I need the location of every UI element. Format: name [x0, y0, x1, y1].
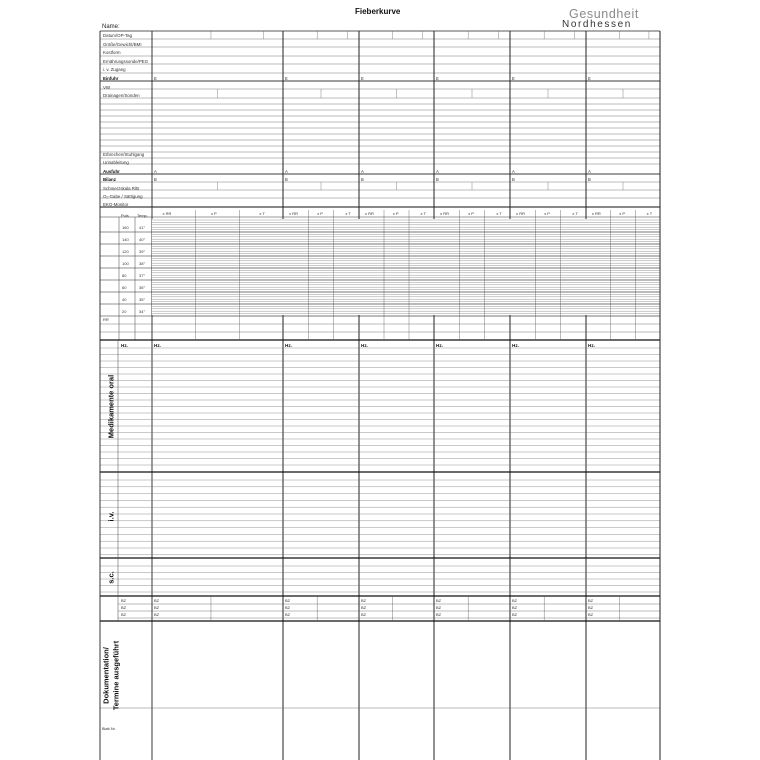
bz-label: BZ	[588, 612, 594, 617]
hz-label: Hz.	[512, 343, 519, 348]
temp-scale-value: 36°	[139, 285, 146, 290]
blatt-nr-label: Blatt-Nr.	[102, 727, 116, 731]
ausfuhr-mark: A	[154, 169, 157, 174]
rr-col-header: x RR	[162, 211, 172, 216]
p-col-header: x P	[210, 211, 217, 216]
bz-label: BZ	[154, 598, 160, 603]
rr-col-header: x RR	[591, 211, 601, 216]
row-label-kostform: Kostform	[103, 50, 121, 55]
ausfuhr-mark: A	[285, 169, 288, 174]
section-sc: s.c.	[106, 571, 116, 584]
t-col-header: x T	[496, 211, 502, 216]
row-label-groesse: Größe/Gewicht/BMI	[103, 42, 142, 47]
bilanz-mark: B	[436, 177, 439, 182]
t-col-header: x T	[646, 211, 653, 216]
einfuhr-mark: E	[361, 76, 364, 81]
rr-col-header: x RR	[516, 211, 525, 216]
hz-label: Hz.	[285, 343, 292, 348]
bilanz-mark: B	[154, 177, 157, 182]
bz-label: BZ	[512, 598, 518, 603]
bz-label: BZ	[361, 598, 367, 603]
row-label-urinableitung: Urinableitung	[103, 160, 129, 165]
bz-label: BZ	[121, 598, 127, 603]
temp-scale-value: 35°	[139, 297, 146, 302]
hz-label: Hz.	[436, 343, 443, 348]
bilanz-mark: B	[588, 177, 591, 182]
bilanz-mark: B	[512, 177, 515, 182]
temp-scale-value: 38°	[139, 261, 146, 266]
rr-label: RR	[103, 317, 109, 322]
brand-logo-line1: Gesundheit	[569, 7, 639, 21]
puls-header: Puls	[121, 213, 129, 218]
row-label-bilanz: Bilanz	[103, 177, 116, 182]
p-col-header: x P	[468, 211, 474, 216]
ausfuhr-mark: A	[512, 169, 515, 174]
hz-label: Hz.	[361, 343, 368, 348]
hz-label: Hz.	[121, 343, 128, 348]
section-doku-line1: Dokumentation/	[101, 647, 111, 704]
row-label-ausfuhr: Ausfuhr	[103, 169, 120, 174]
p-col-header: x P	[544, 211, 550, 216]
hz-label: Hz.	[588, 343, 595, 348]
row-label-erbrechen: Erbrechen/Stuhlgang	[103, 152, 145, 157]
row-label-drainagen: Drainagen/Sonden	[103, 93, 140, 98]
page-title: Fieberkurve	[355, 7, 401, 16]
einfuhr-mark: E	[436, 76, 439, 81]
puls-scale-value: 100	[122, 261, 129, 266]
row-label-o2: O₂-Gabe / Sättigung	[103, 194, 143, 199]
bz-label: BZ	[512, 612, 518, 617]
temp-scale-value: 41°	[139, 225, 146, 230]
bilanz-mark: B	[361, 177, 364, 182]
vital-band	[152, 219, 660, 315]
row-label-iv-zugang: i. v. Zugang	[103, 67, 126, 72]
ausfuhr-mark: A	[588, 169, 591, 174]
temp-scale-value: 39°	[139, 249, 146, 254]
p-col-header: x P	[317, 211, 323, 216]
bz-label: BZ	[154, 612, 160, 617]
hz-label: Hz.	[154, 343, 161, 348]
temp-scale-value: 37°	[139, 273, 146, 278]
temp-scale-value: 40°	[139, 237, 146, 242]
einfuhr-mark: E	[285, 76, 288, 81]
bz-label: BZ	[285, 605, 291, 610]
t-col-header: x T	[259, 211, 265, 216]
bz-label: BZ	[436, 598, 442, 603]
row-label-ekg: EKG-Monitor	[103, 202, 129, 207]
section-iv: i.v.	[106, 511, 116, 522]
row-label-datum: Datum/OP-Tag	[103, 33, 133, 38]
row-label-schmerz: Schmerzskala R/B	[103, 186, 140, 191]
ausfuhr-mark: A	[361, 169, 364, 174]
bz-label: BZ	[285, 598, 291, 603]
t-col-header: x T	[420, 211, 426, 216]
bz-label: BZ	[588, 605, 594, 610]
temp-header: Temp.	[137, 213, 148, 218]
section-medikamente-oral: Medikamente oral	[106, 374, 116, 439]
bz-label: BZ	[154, 605, 160, 610]
puls-scale-value: 60	[122, 285, 127, 290]
einfuhr-mark: E	[154, 76, 157, 81]
puls-scale-value: 120	[122, 249, 129, 254]
bz-label: BZ	[121, 612, 127, 617]
bz-label: BZ	[121, 605, 127, 610]
section-doku-line2: Termine ausgeführt	[111, 640, 121, 711]
bz-label: BZ	[361, 605, 367, 610]
puls-scale-value: 20	[122, 309, 127, 314]
name-label: Name:	[102, 24, 120, 30]
bz-label: BZ	[436, 605, 442, 610]
t-col-header: x T	[572, 211, 578, 216]
p-col-header: x P	[619, 211, 626, 216]
bz-label: BZ	[361, 612, 367, 617]
row-label-ernaehrung: Ernährungssonde/PEG	[103, 59, 149, 64]
einfuhr-mark: E	[512, 76, 515, 81]
rr-col-header: x RR	[440, 211, 449, 216]
bz-label: BZ	[588, 598, 594, 603]
bilanz-mark: B	[285, 177, 288, 182]
p-col-header: x P	[392, 211, 399, 216]
row-label-vw: VW	[103, 85, 111, 90]
einfuhr-mark: E	[588, 76, 591, 81]
puls-scale-value: 140	[122, 237, 129, 242]
bz-label: BZ	[512, 605, 518, 610]
rr-col-header: x RR	[365, 211, 374, 216]
row-label-einfuhr: Einfuhr	[103, 76, 119, 81]
puls-scale-value: 40	[122, 297, 127, 302]
t-col-header: x T	[345, 211, 351, 216]
ausfuhr-mark: A	[436, 169, 439, 174]
brand-logo-line2: Nordhessen	[562, 19, 632, 30]
rr-col-header: x RR	[289, 211, 298, 216]
bz-label: BZ	[436, 612, 442, 617]
puls-scale-value: 160	[122, 225, 129, 230]
temp-scale-value: 34°	[139, 309, 146, 314]
puls-scale-value: 80	[122, 273, 127, 278]
bz-label: BZ	[285, 612, 291, 617]
